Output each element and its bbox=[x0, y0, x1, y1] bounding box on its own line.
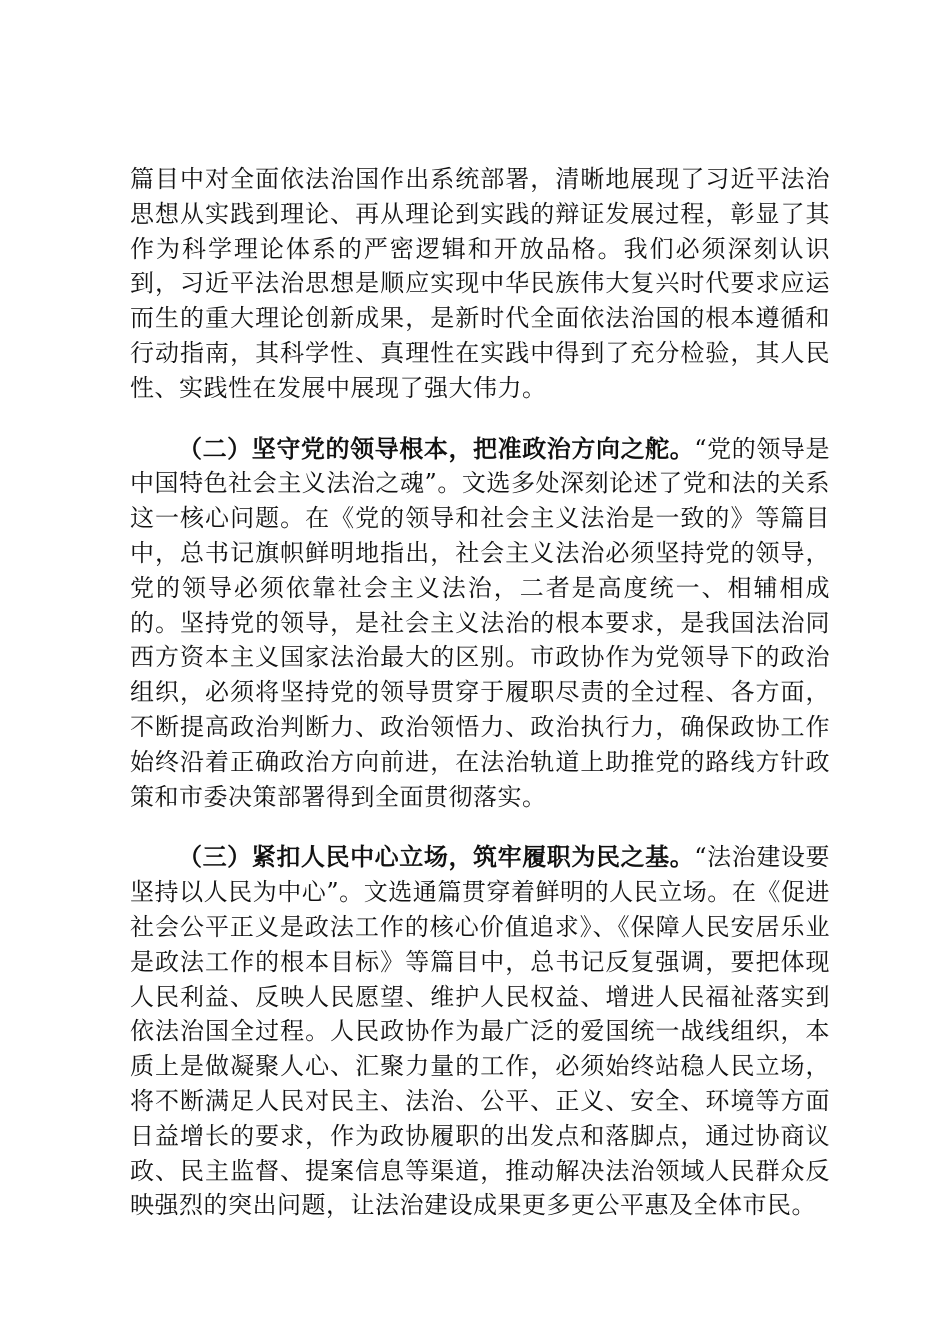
paragraph-body: “法治建设要坚持以人民为中心”。文选通篇贯穿着鲜明的人民立场。在《促进社会公平正义是政法工作的核心价值追求》、《保障人民安居乐业是政法工作的根本目标》等篇目中，总书记反复强调，要把体现人民利益、反映人民愿望、维护人民权益、增进人民福祉落实到依法治国全过程。人民政协作为最广泛的爱国统一战线组织，本质上是做凝聚人心、汇聚力量的工作，必须始终站稳人民立场，将不断满足人民对民主、法治、公平、正义、安全、环境等方面日益增长的要求，作为政协履职的出发点和落脚点，通过协商议政、民主监督、提案信息等渠道，推动解决法治领域人民群众反映强烈的突出问题，让法治建设成果更多更公平惠及全体市民。 bbox=[130, 843, 830, 1220]
document-page bbox=[130, 162, 830, 1223]
paragraph-body: 篇目中对全面依法治国作出系统部署，清晰地展现了习近平法治思想从实践到理论、再从理论到实践的辩证发展过程，彰显了其作为科学理论体系的严密逻辑和开放品格。我们必须深刻认识到，习近平法治思想是顺应实现中华民族伟大复兴时代要求应运而生的重大理论创新成果，是新时代全面依法治国的根本遵循和行动指南，其科学性、真理性在实践中得到了充分检验，其人民性、实践性在发展中展现了强大伟力。 bbox=[130, 165, 830, 402]
paragraph-body: “党的领导是中国特色社会主义法治之魂”。文选多处深刻论述了党和法的关系这一核心问题。在《党的领导和社会主义法治是一致的》等篇目中，总书记旗帜鲜明地指出，社会主义法治必须坚持党的领导，党的领导必须依靠社会主义法治，二者是高度统一、相辅相成的。坚持党的领导，是社会主义法治的根本要求，是我国法治同西方资本主义国家法治最大的区别。市政协作为党领导下的政治组织，必须将坚持党的领导贯穿于履职尽责的全过程、各方面，不断提高政治判断力、政治领悟力、政治执行力，确保政协工作始终沿着正确政治方向前进，在法治轨道上助推党的路线方针政策和市委决策部署得到全面贯彻落实。 bbox=[130, 434, 830, 811]
section-heading: （二）坚守党的领导根本，把准政治方向之舵。 bbox=[178, 433, 695, 463]
paragraph-section-two bbox=[130, 432, 830, 815]
paragraph-section-three bbox=[130, 840, 830, 1223]
paragraph-continuation bbox=[130, 162, 830, 406]
section-heading: （三）紧扣人民中心立场，筑牢履职为民之基。 bbox=[178, 842, 695, 872]
